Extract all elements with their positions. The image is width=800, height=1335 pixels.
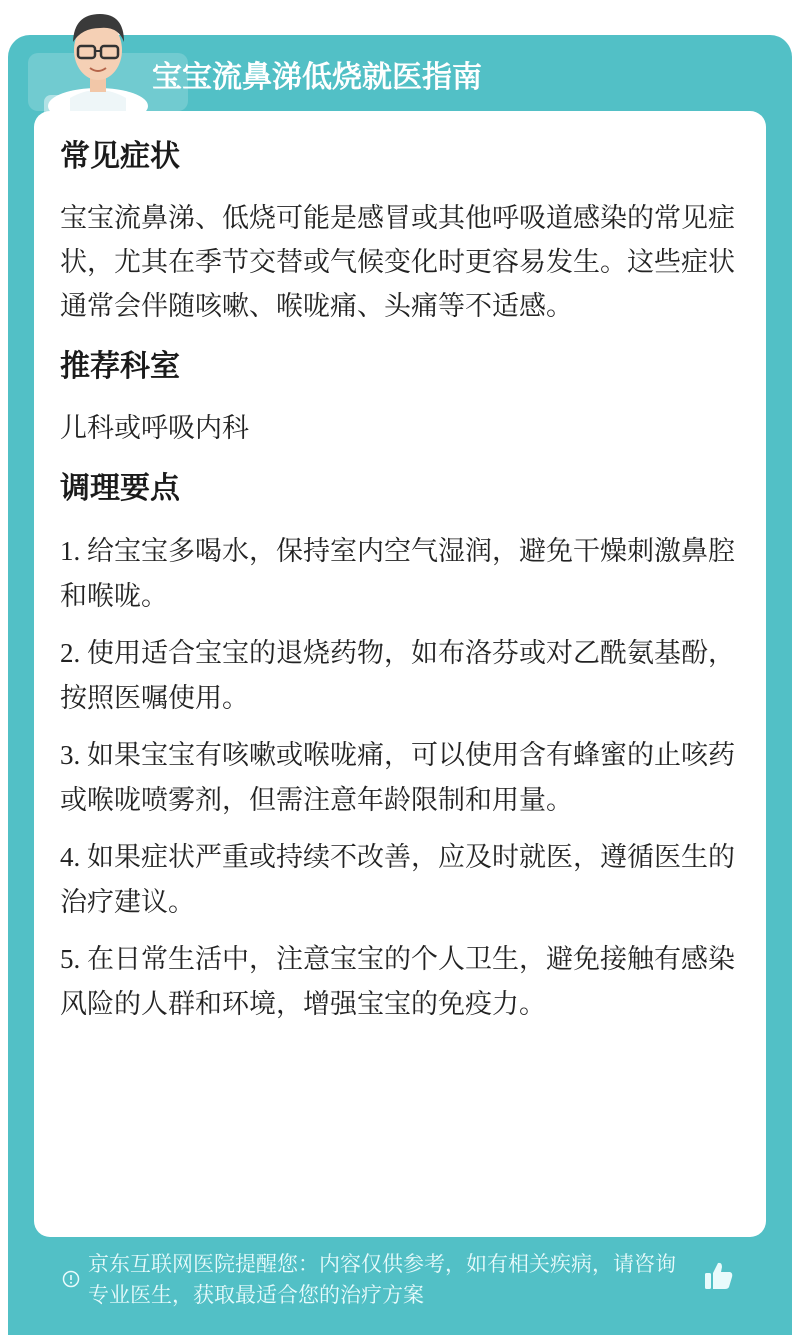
symptoms-text: 宝宝流鼻涕、低烧可能是感冒或其他呼吸道感染的常见症状，尤其在季节交替或气候变化时更容易发生。这些症状通常会伴随咳嗽、喉咙痛、头痛等不适感。 (60, 203, 735, 322)
care-item-text: 如果宝宝有咳嗽或喉咙痛，可以使用含有蜂蜜的止咳药或喉咙喷雾剂，但需注意年龄限制和用量。 (60, 740, 735, 816)
section-heading-department: 推荐科室 (60, 349, 180, 384)
section-heading-symptoms: 常见症状 (60, 139, 180, 174)
care-item-text: 如果症状严重或持续不改善，应及时就医，遵循医生的治疗建议。 (60, 842, 735, 918)
department-text: 儿科或呼吸内科 (60, 413, 249, 444)
care-item (60, 733, 740, 823)
care-item-text: 在日常生活中，注意宝宝的个人卫生，避免接触有感染风险的人群和环境，增强宝宝的免疫力。 (60, 944, 735, 1020)
thumbs-up-icon[interactable] (702, 1259, 736, 1293)
care-item (60, 529, 740, 619)
disclaimer-text: 京东互联网医院提醒您：内容仅供参考，如有相关疾病，请咨询专业医生，获取最适合您的治疗方案 (88, 1252, 676, 1307)
content-body (60, 135, 740, 1039)
care-item (60, 631, 740, 721)
care-item (60, 937, 740, 1027)
care-item (60, 835, 740, 925)
care-item-number: 2. (60, 638, 81, 668)
page-title: 宝宝流鼻涕低烧就医指南 (152, 60, 482, 95)
content-card (34, 111, 766, 1237)
doctor-avatar-icon (40, 2, 158, 112)
care-item-number: 4. (60, 842, 81, 872)
info-icon (62, 1270, 80, 1288)
care-item-text: 使用适合宝宝的退烧药物，如布洛芬或对乙酰氨基酚，按照医嘱使用。 (60, 638, 735, 714)
care-item-text: 给宝宝多喝水，保持室内空气湿润，避免干燥刺激鼻腔和喉咙。 (60, 536, 735, 612)
section-heading-care: 调理要点 (60, 471, 180, 506)
care-item-number: 3. (60, 740, 81, 770)
care-item-number: 1. (60, 536, 81, 566)
care-item-number: 5. (60, 944, 81, 974)
